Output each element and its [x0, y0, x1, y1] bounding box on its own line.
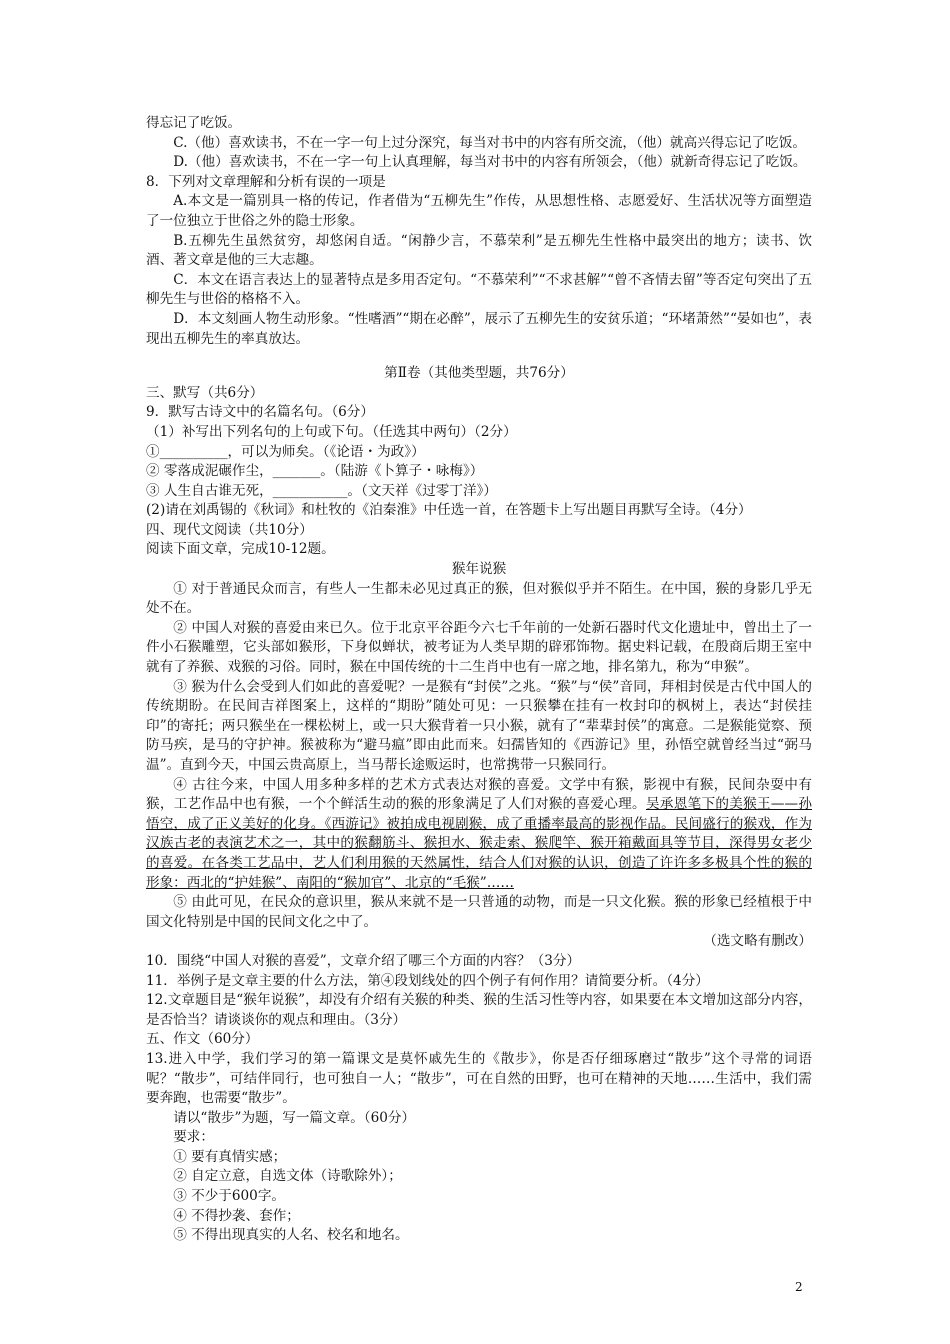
essay-prompt: 请以“散步”为题，写一篇文章。（60分） [173, 1109, 416, 1126]
q8-option-b: B.五柳先生虽然贫穷，却悠闲自适。“闲静少言，不慕荣利”是五柳先生性格中最突出的地方；读书、饮酒、著文章是他的三大志趣。 [146, 232, 812, 269]
q9-item-2: ② 零落成泥碾作尘，_______。（陆游《卜算子・咏梅》） [146, 463, 484, 480]
paragraph-4-underlined-examples: 吴承恩笔下的美猴王——孙悟空，成了正义美好的化身。《西游记》被拍成电视剧猴，成了重播率最高的影视作品。民间盛行的猴戏，作为汉族古老的表演艺术之一，其中的猴翻筋斗、猴担水、猴走索、猴爬竿、猴开箱戴面具等节目，深得男女老少的喜爱。在各类工艺品中，艺人们利用猴的天然属性，结合人们对猴的认识，创造了许许多多极具个性的猴的形象：西北的“护娃猴”、南阳的“猴加官”、北京的“毛猴”…… [146, 796, 812, 891]
question-12: 12.文章题目是“猴年说猴”，却没有介绍有关猴的种类、猴的生活习性等内容，如果要在本文增加这部分内容，是否恰当？请谈谈你的观点和理由。（3分） [146, 992, 812, 1028]
q9-part2: (2)请在刘禹锡的《秋词》和杜牧的《泊秦淮》中任选一首，在答题卡上写出题目再默写全诗。（4分） [146, 502, 752, 519]
section-heading-essay: 五、作文（60分） [146, 1031, 259, 1048]
requirement-1: ① 要有真情实感； [173, 1148, 287, 1165]
article-paragraph-2: ② 中国人对猴的喜爱由来已久。位于北京平谷距今六七千年前的一处新石器时代文化遗址中，曾出土了一件小石猴雕塑，它头部如猴形，下身似蝉状，被考证为人类早期的辟邪饰物。据史料记载，在殷商后期王室中就有了养猴、戏猴的习俗。同时，猴在中国传统的十二生肖中也有一席之地，排名第九，称为“申猴”。 [146, 619, 812, 676]
document-body [146, 114, 812, 1246]
article-paragraph-5: ⑤ 由此可见，在民众的意识里，猴从来就不是一只普通的动物，而是一只文化猴。猴的形象已经植根于中国文化特别是中国的民间文化之中了。 [146, 894, 812, 930]
q8-option-a: A.本文是一篇别具一格的传记，作者借为“五柳先生”作传，从思想性格、志愿爱好、生活状况等方面塑造了一位独立于世俗之外的隐士形象。 [146, 193, 812, 229]
question-10: 10．围绕“中国人对猴的喜爱”，文章介绍了哪三个方面的内容？（3分） [146, 952, 581, 969]
question-8: 8．下列对文章理解和分析有误的一项是 [146, 173, 386, 190]
q8-option-c: C．本文在语言表达上的显著特点是多用否定句。“不慕荣利”“不求甚解”“曾不吝情去留”等否定句突出了五柳先生与世俗的格格不入。 [146, 271, 812, 308]
page-number: 2 [795, 1280, 803, 1294]
requirement-3: ③ 不少于600字。 [173, 1188, 286, 1205]
paragraph-4-text: ④ 古往今来，中国人用多种多样的艺术方式表达对猴的喜爱。文学中有猴，影视中有猴，民间杂耍中有猴，工艺作品中也有猴，一个个鲜活生动的猴的形象满足了人们对猴的喜爱心理。 [146, 776, 812, 813]
text-line: 得忘记了吃饭。 [146, 115, 242, 131]
option-d: D.（他）喜欢读书，不在一字一句上认真理解，每当对书中的内容有所领会，（他）就新奇得忘记了吃饭。 [173, 154, 807, 171]
q9-part1: （1）补写出下列名句的上句或下句。（任选其中两句）（2分） [146, 423, 517, 440]
source-note: （选文略有删改） [703, 933, 812, 950]
question-13: 13.进入中学，我们学习的第一篇课文是莫怀戚先生的《散步》，你是否仔细琢磨过“散步”这个寻常的词语呢？“散步”，可结伴同行，也可独自一人；“散步”，可在自然的田野，也可在精神的天地……生活中，我们需要奔跑，也需要“散步”。 [146, 1050, 812, 1107]
article-title: 猴年说猴 [451, 561, 507, 578]
q8-option-d: D．本文刻画人物生动形象。“性嗜酒”“期在必醉”，展示了五柳先生的安贫乐道；“环堵萧然”“晏如也”，表现出五柳先生的率真放达。 [146, 310, 812, 347]
section-heading-dictation: 三、默写（共6分） [146, 384, 264, 401]
article-paragraph-4 [146, 776, 812, 894]
article-paragraph-1: ① 对于普通民众而言，有些人一生都未必见过真正的猴，但对猴似乎并不陌生。在中国，猴的身影几乎无处不在。 [146, 580, 812, 617]
article-paragraph-3: ③ 猴为什么会受到人们如此的喜爱呢？一是猴有“封侯”之兆。“猴”与“侯”音同，拜相封侯是古代中国人的传统期盼。在民间吉祥图案上，这样的“期盼”随处可见：一只猴攀在挂有一枚封印的枫树上，表达“封侯挂印”的寄托；两只猴坐在一棵松树上，或一只大猴背着一只小猴，就有了“辈辈封侯”的寓意。二是猴能觉察、预防马疾，是马的守护神。猴被称为“避马瘟”即由此而来。妇孺皆知的《西游记》里，孙悟空就曾经当过“弼马温”。直到今天，中国云贵高原上，当马帮长途贩运时，也常携带一只猴同行。 [146, 678, 812, 773]
requirement-2: ② 自定立意，自选文体（诗歌除外）； [173, 1168, 402, 1185]
reading-instruction: 阅读下面文章，完成10-12题。 [146, 541, 335, 558]
q9-item-3: ③ 人生自古谁无死，___________。（文天祥《过零丁洋》） [146, 482, 497, 499]
requirements-heading: 要求： [173, 1129, 214, 1146]
question-9: 9．默写古诗文中的名篇名句。（6分） [146, 404, 374, 421]
section-heading-reading: 四、现代文阅读（共10分） [146, 521, 313, 538]
requirement-5: ⑤ 不得出现真实的人名、校名和地名。 [173, 1227, 409, 1244]
section-title-part2: 第Ⅱ卷（其他类型题，共76分） [384, 365, 574, 382]
question-11: 11．举例子是文章主要的什么方法，第④段划线处的四个例子有何作用？请简要分析。（4分） [146, 972, 709, 989]
q9-item-1: ①__________，可以为师矣。（《论语・为政》） [146, 443, 425, 460]
requirement-4: ④ 不得抄袭、套作； [173, 1207, 300, 1224]
option-c: C.（他）喜欢读书，不在一字一句上过分深究，每当对书中的内容有所交流，（他）就高兴得忘记了吃饭。 [173, 134, 806, 151]
